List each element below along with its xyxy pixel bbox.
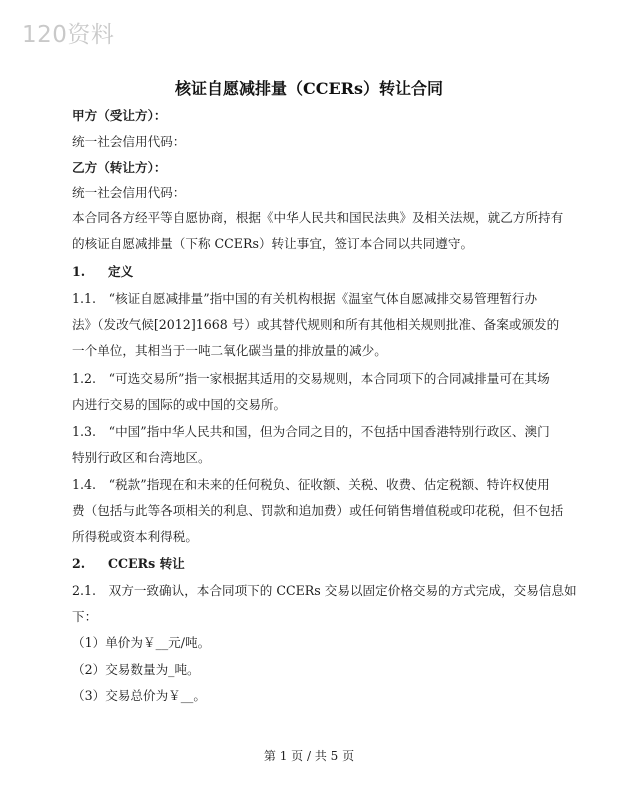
clause-1-1-line: 一个单位，其相当于一吨二氧化碳当量的排放量的减少。	[72, 343, 387, 358]
section-1-heading	[72, 263, 133, 281]
party-b-label: 乙方（转让方）：	[72, 160, 167, 175]
clause-1-4-line: 1.4. “税款”指现在和未来的任何税负、征收额、关税、收费、估定税额、特许权使用	[72, 477, 550, 492]
clause-1-3-line: 特别行政区和台湾地区。	[72, 450, 211, 465]
section-number: 2.	[72, 556, 86, 571]
party-b-credit-code: 统一社会信用代码：	[72, 185, 186, 200]
section-2-heading	[72, 555, 185, 573]
section-title: 定义	[108, 264, 134, 279]
list-item-total-price: （3）交易总价为￥__。	[72, 688, 206, 703]
clause-2-1-line: 下：	[72, 609, 98, 624]
preamble-line: 的核证自愿减排量（下称 CCERs）转让事宜，签订本合同以共同遵守。	[72, 236, 474, 251]
preamble-line: 本合同各方经平等自愿协商，根据《中华人民共和国民法典》及相关法规，就乙方所持有	[72, 210, 564, 225]
clause-1-2-line: 1.2. “可选交易所”指一家根据其适用的交易规则，本合同项下的合同减排量可在其场	[72, 371, 550, 386]
clause-1-1-line: 法》（发改气候[2012]1668 号）或其替代规则和所有其他相关规则批准、备案或颁发的	[72, 317, 560, 332]
list-item-quantity: （2）交易数量为_吨。	[72, 662, 200, 677]
section-number: 1.	[72, 264, 86, 279]
document-title: 核证自愿减排量（CCERs）转让合同	[175, 79, 443, 98]
section-title: CCERs 转让	[108, 556, 185, 571]
party-a-credit-code: 统一社会信用代码：	[72, 134, 186, 149]
clause-1-2-line: 内进行交易的国际的或中国的交易所。	[72, 397, 287, 412]
page-footer: 第 1 页 / 共 5 页	[263, 749, 355, 763]
clause-2-1-line: 2.1. 双方一致确认，本合同项下的 CCERs 交易以固定价格交易的方式完成，交易信息如	[72, 583, 577, 598]
clause-1-4-line: 所得税或资本利得税。	[72, 529, 198, 544]
clause-1-4-line: 费（包括与此等各项相关的利息、罚款和追加费）或任何销售增值税或印花税，但不包括	[72, 503, 564, 518]
list-item-unit-price: （1）单价为￥__元/吨。	[72, 635, 211, 650]
clause-1-1-line: 1.1. “核证自愿减排量”指中国的有关机构根据《温室气体自愿减排交易管理暂行办	[72, 291, 538, 306]
party-a-label: 甲方（受让方）：	[72, 108, 167, 123]
clause-1-3-line: 1.3. “中国”指中华人民共和国，但为合同之目的，不包括中国香港特别行政区、澳门	[72, 424, 550, 439]
watermark-logo: 120资料	[22, 22, 115, 48]
